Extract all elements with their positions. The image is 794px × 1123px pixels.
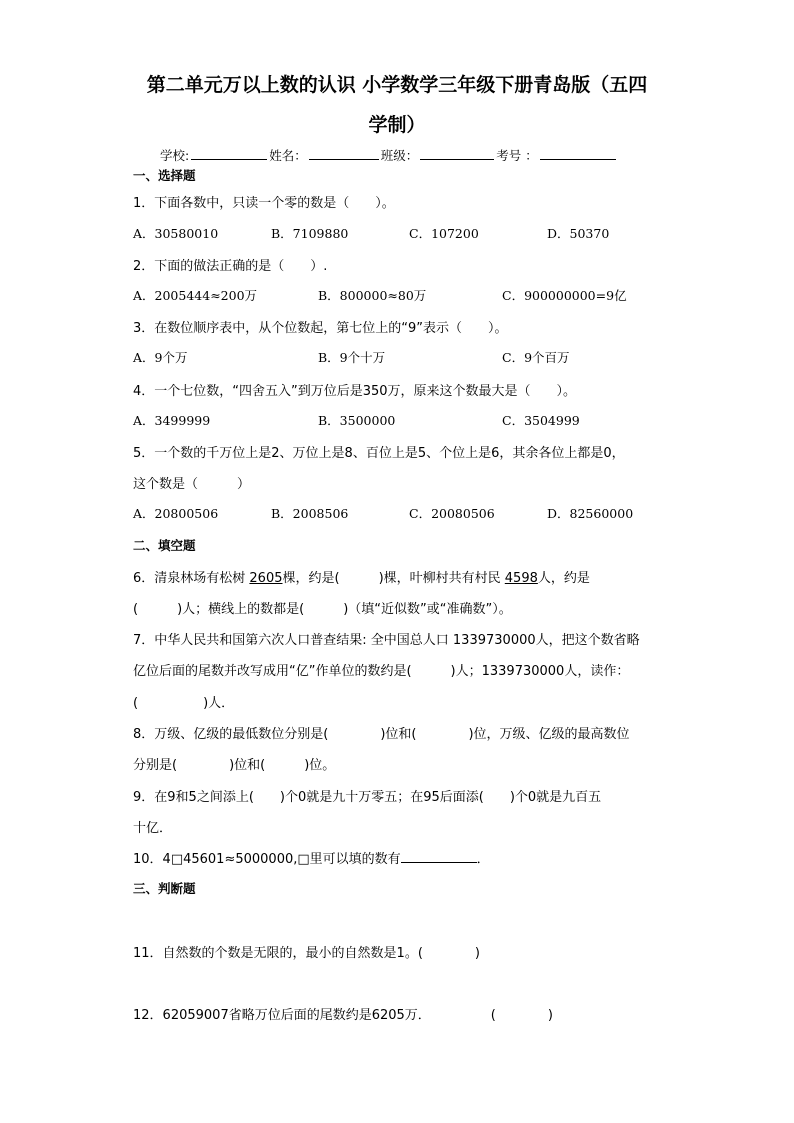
question-5-stem-line1: 5．一个数的千万位上是2、万位上是8、百位上是5、个位上是6，其余各位上都是0， bbox=[133, 446, 625, 461]
q6-underlined-number-2: 4598 bbox=[504, 571, 538, 586]
q1-option-b[interactable]: B．7109880 bbox=[271, 226, 349, 241]
q4-option-a[interactable]: A．3499999 bbox=[133, 413, 211, 428]
number-field[interactable] bbox=[540, 146, 616, 160]
name-field[interactable] bbox=[309, 146, 379, 160]
q5-option-a[interactable]: A．20800506 bbox=[133, 506, 219, 521]
section-heading-judge: 三、判断题 bbox=[133, 881, 196, 896]
q5-option-c[interactable]: C．20080506 bbox=[409, 506, 495, 521]
question-9-line2: 十亿． bbox=[133, 821, 173, 836]
student-info-row bbox=[160, 146, 618, 164]
q6-text-part1: 6．清泉林场有松树 bbox=[133, 571, 250, 586]
q12-answer-paren[interactable]: ( ) bbox=[490, 1008, 553, 1023]
school-label: 学校: bbox=[160, 148, 190, 163]
class-label: 班级： bbox=[380, 148, 419, 163]
question-7-line1: 7．中华人民共和国第六次人口普查结果: 全中国总人口 1339730000人，把这个数省略 bbox=[133, 633, 640, 648]
question-4-stem: 4．一个七位数，“四舍五入”到万位后是350万，原来这个数最大是（ ）。 bbox=[133, 384, 577, 399]
question-10 bbox=[133, 848, 490, 867]
page-title-line2: 学制） bbox=[368, 114, 426, 136]
q12-stem: 12．62059007省略万位后面的尾数约是6205万． bbox=[133, 1008, 431, 1023]
section-heading-choice: 一、选择题 bbox=[133, 168, 196, 183]
q6-text-part2: 棵，约是( )棵，叶柳村共有村民 bbox=[282, 571, 505, 586]
question-7-line3: ( )人． bbox=[133, 696, 235, 711]
q10-answer-blank[interactable] bbox=[401, 850, 477, 863]
q6-text-part3: 人，约是 bbox=[537, 571, 590, 586]
q4-option-c[interactable]: C．3504999 bbox=[502, 413, 580, 428]
question-6-line2: ( )人；横线上的数都是( )（填“近似数”或“准确数”）。 bbox=[133, 602, 512, 617]
class-field[interactable] bbox=[420, 146, 494, 160]
number-label: 考号 ： bbox=[496, 148, 538, 163]
q2-option-a[interactable]: A．2005444≈200万 bbox=[133, 288, 258, 303]
section-heading-fill: 二、填空题 bbox=[133, 538, 196, 553]
question-11: 11．自然数的个数是无限的，最小的自然数是1。( ) bbox=[133, 946, 480, 961]
page-title-line1: 第二单元万以上数的认识 小学数学三年级下册青岛版（五四 bbox=[146, 74, 648, 96]
school-field[interactable] bbox=[191, 146, 267, 160]
q5-option-d[interactable]: D．82560000 bbox=[547, 506, 634, 521]
q3-option-a[interactable]: A．9个万 bbox=[133, 350, 188, 365]
q10-stem: 10．4□45601≈5000000,□里可以填的数有 bbox=[133, 852, 401, 867]
q1-option-d[interactable]: D．50370 bbox=[547, 226, 610, 241]
q3-option-c[interactable]: C．9个百万 bbox=[502, 350, 570, 365]
question-7-line2: 亿位后面的尾数并改写成用“亿”作单位的数约是( )人；1339730000人，读作： bbox=[133, 664, 630, 679]
q2-option-b[interactable]: B．800000≈80万 bbox=[318, 288, 427, 303]
question-3-stem: 3．在数位顺序表中，从个位数起，第七位上的“9”表示（ ）。 bbox=[133, 321, 508, 336]
question-9-line1: 9．在9和5之间添上( )个0就是九十万零五；在95后面添( )个0就是九百五 bbox=[133, 790, 602, 805]
q1-option-a[interactable]: A．30580010 bbox=[133, 226, 219, 241]
q6-underlined-number-1: 2605 bbox=[249, 571, 283, 586]
q2-option-c[interactable]: C．900000000=9亿 bbox=[502, 288, 627, 303]
q4-option-b[interactable]: B．3500000 bbox=[318, 413, 396, 428]
question-8-line2: 分别是( )位和( )位。 bbox=[133, 758, 336, 773]
question-1-stem: 1．下面各数中，只读一个零的数是（ ）。 bbox=[133, 196, 395, 211]
question-8-line1: 8．万级、亿级的最低数位分别是( )位和( )位，万级、亿级的最高数位 bbox=[133, 727, 630, 742]
question-2-stem: 2．下面的做法正确的是（ ）. bbox=[133, 259, 328, 274]
question-5-stem-line2: 这个数是（ ） bbox=[133, 477, 251, 492]
q1-option-c[interactable]: C．107200 bbox=[409, 226, 479, 241]
question-6-line1 bbox=[133, 567, 590, 586]
name-label: 姓名： bbox=[269, 148, 307, 163]
q5-option-b[interactable]: B．2008506 bbox=[271, 506, 349, 521]
q10-end: ． bbox=[476, 852, 490, 867]
question-12 bbox=[133, 1004, 553, 1023]
q3-option-b[interactable]: B．9个十万 bbox=[318, 350, 386, 365]
